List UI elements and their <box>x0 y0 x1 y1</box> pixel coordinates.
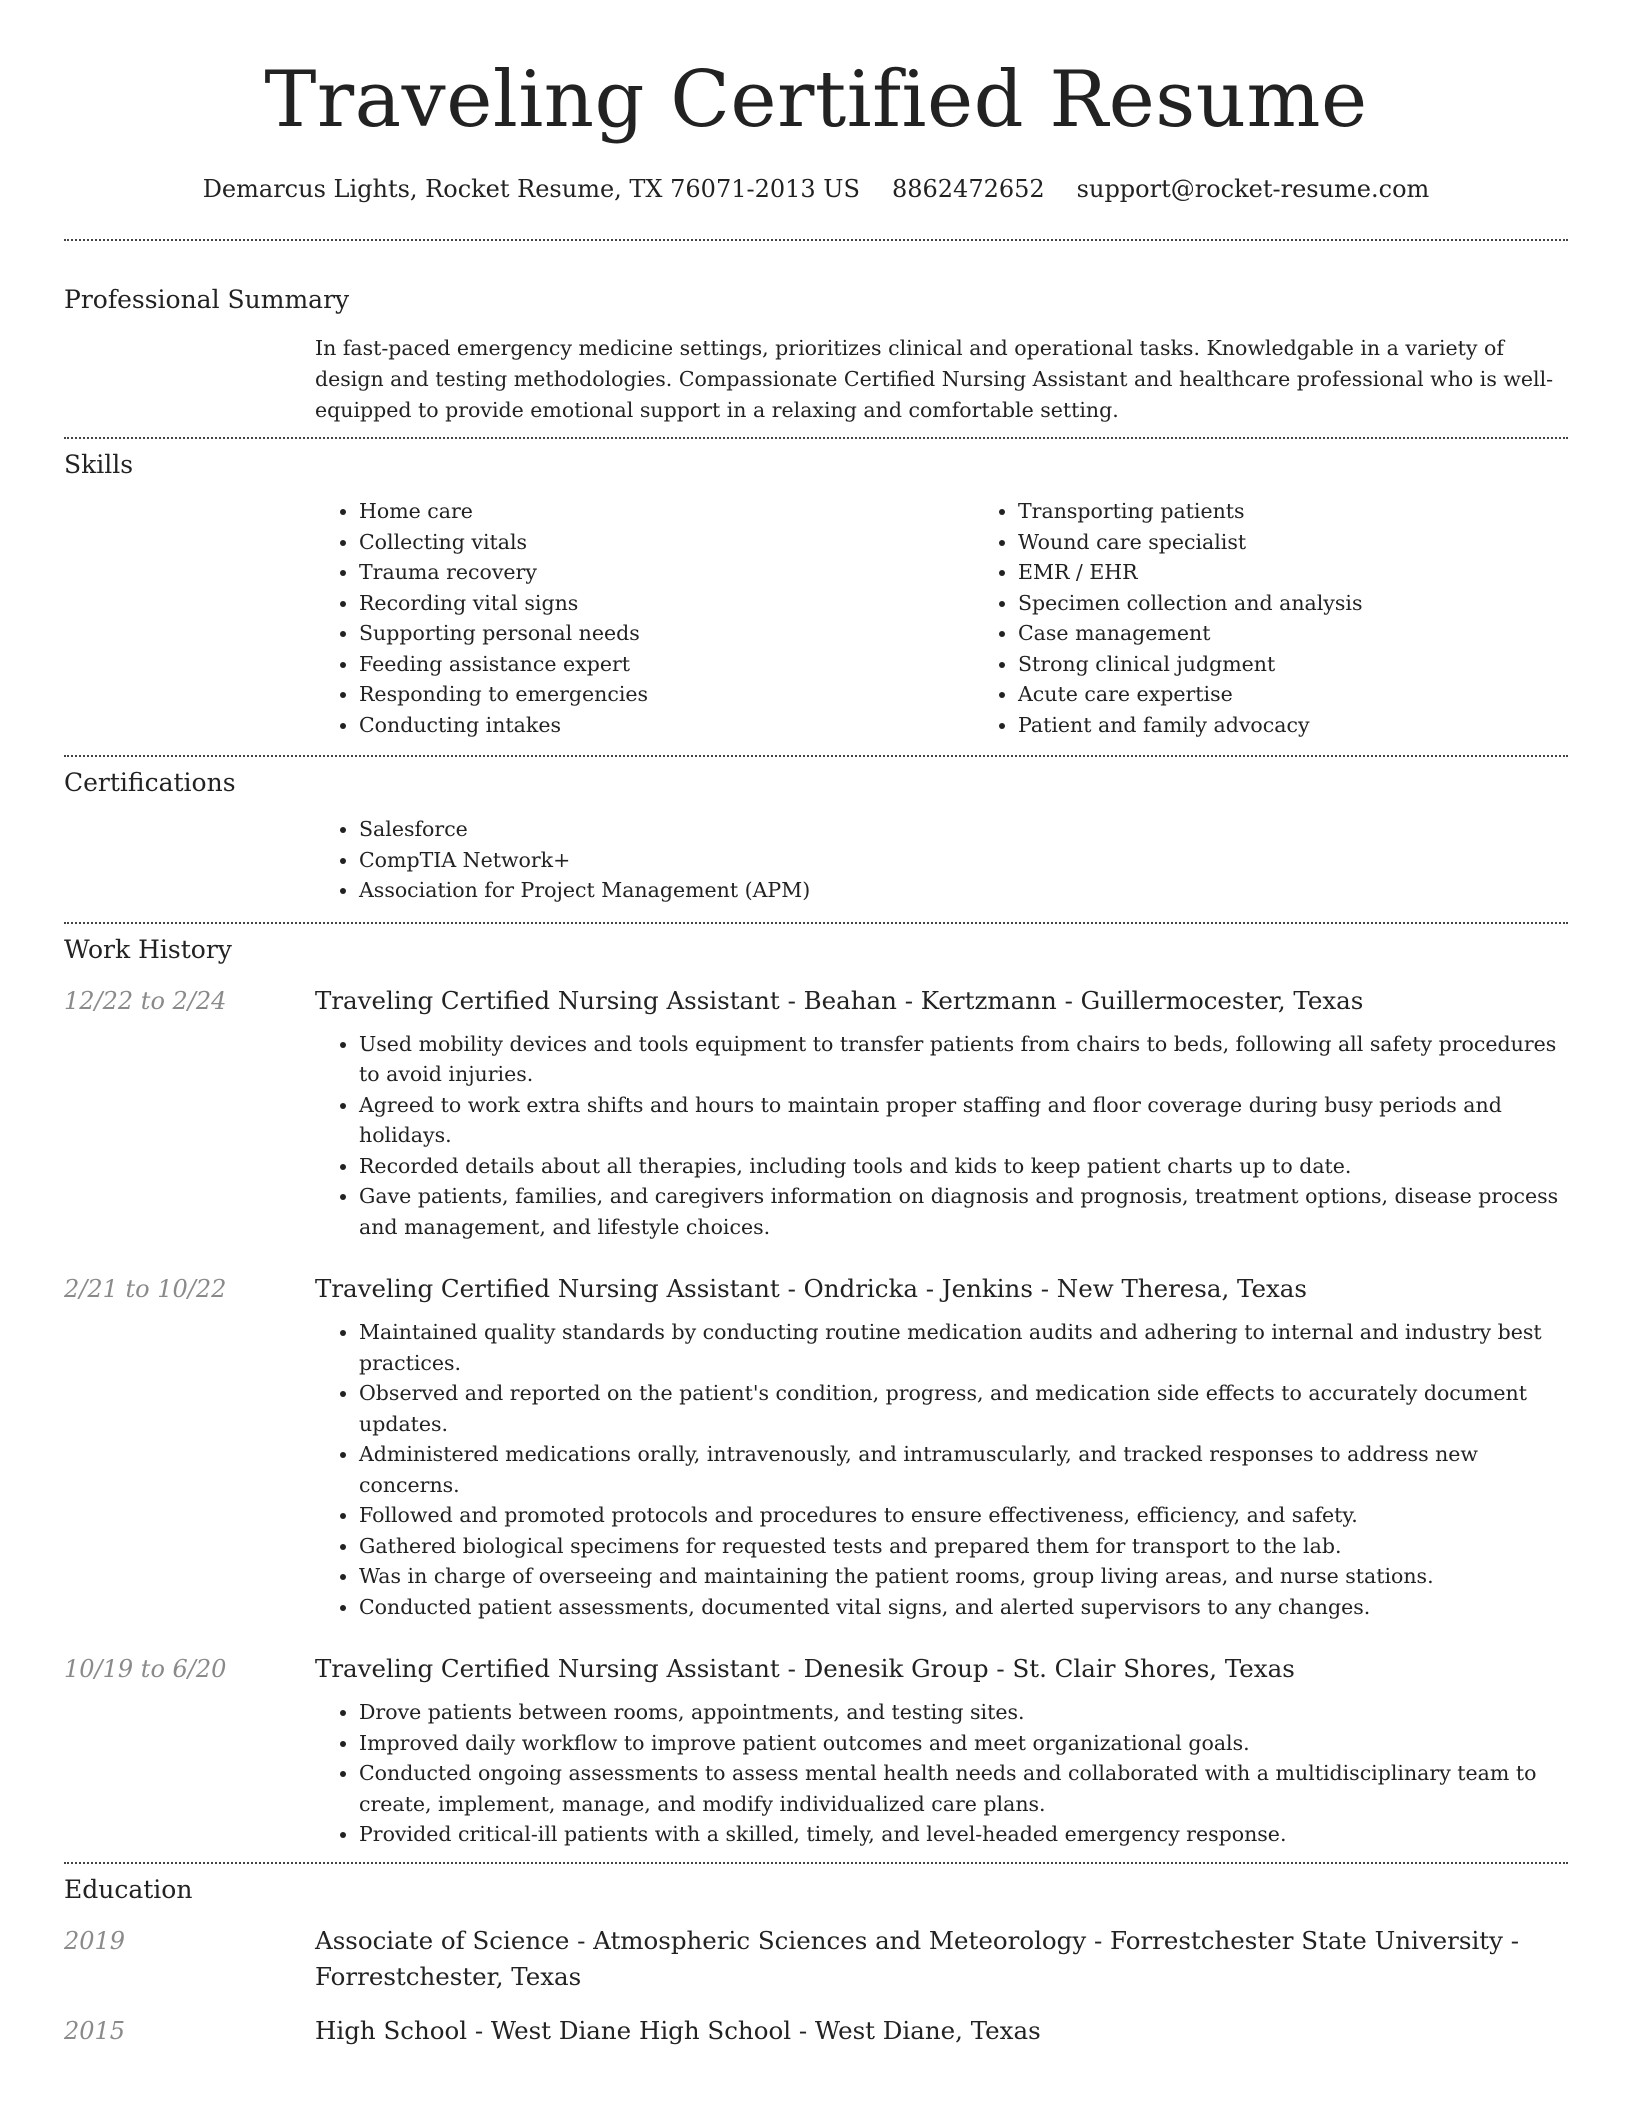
certifications-list <box>315 814 1568 906</box>
education-degree: High School - West Diane High School - West Diane, Texas <box>315 2015 1041 2045</box>
job-duty: • Provided critical-ill patients with a skilled, timely, and level-headed emergency response. <box>359 1819 1568 1850</box>
job-duties <box>315 1317 1568 1622</box>
skill-item: • Strong clinical judgment <box>1018 649 1632 680</box>
skill-item: • Transporting patients <box>1018 496 1632 527</box>
certifications-heading: Certifications <box>64 768 236 797</box>
certifications-section <box>64 768 1568 906</box>
job-duty: • Agreed to work extra shifts and hours to maintain proper staffing and floor coverage during busy periods and holidays. <box>359 1090 1568 1151</box>
job-company: - Ondricka - Jenkins - New Theresa, Texas <box>779 1274 1307 1303</box>
job-title <box>315 1271 1568 1307</box>
certification-item: • Salesforce <box>359 814 1568 845</box>
resume-title: Traveling Certified Resume <box>264 55 1368 145</box>
contact-line <box>64 174 1568 204</box>
job-duty: • Used mobility devices and tools equipment to transfer patients from chairs to beds, following all safety procedures to avoid injuries. <box>359 1029 1568 1090</box>
job-duty: • Maintained quality standards by conducting routine medication audits and adhering to internal and industry best practices. <box>359 1317 1568 1378</box>
job-duty: • Was in charge of overseeing and maintaining the patient rooms, group living areas, and nurse stations. <box>359 1561 1568 1592</box>
skill-item: • Supporting personal needs <box>359 618 974 649</box>
skills-heading: Skills <box>64 450 134 479</box>
job-duty: • Drove patients between rooms, appointments, and testing sites. <box>359 1697 1568 1728</box>
divider <box>64 1862 1568 1864</box>
job-title <box>315 983 1568 1019</box>
divider <box>64 755 1568 757</box>
contact-email: support@rocket-resume.com <box>1076 175 1430 203</box>
job-duty: • Observed and reported on the patient's condition, progress, and medication side effects to accurately document updates. <box>359 1378 1568 1439</box>
skills-column-right <box>974 496 1632 740</box>
job-duty: • Gave patients, families, and caregivers information on diagnosis and prognosis, treatment options, disease process and management, and lifestyle choices. <box>359 1181 1568 1242</box>
education-section <box>64 1875 1568 2049</box>
skill-item: • Trauma recovery <box>359 557 974 588</box>
skills-column-left <box>315 496 974 740</box>
skill-item: • Feeding assistance expert <box>359 649 974 680</box>
certification-item: • CompTIA Network+ <box>359 845 1568 876</box>
divider <box>64 239 1568 241</box>
job-entry <box>64 1271 1568 1622</box>
education-entry <box>64 2013 1568 2049</box>
summary-heading: Professional Summary <box>64 285 350 314</box>
contact-phone: 8862472652 <box>891 175 1045 203</box>
skill-item: • Home care <box>359 496 974 527</box>
skill-item: • Specimen collection and analysis <box>1018 588 1632 619</box>
job-company: - Denesik Group - St. Clair Shores, Texas <box>779 1654 1295 1683</box>
job-entry <box>64 983 1568 1243</box>
job-duty: • Recorded details about all therapies, including tools and kids to keep patient charts up to date. <box>359 1151 1568 1182</box>
skills-section <box>64 450 1568 740</box>
job-role: Traveling Certified Nursing Assistant <box>315 1274 780 1303</box>
skill-item: • Acute care expertise <box>1018 679 1632 710</box>
skill-item: • EMR / EHR <box>1018 557 1632 588</box>
skill-item: • Patient and family advocacy <box>1018 710 1632 741</box>
job-role: Traveling Certified Nursing Assistant <box>315 1654 780 1683</box>
skill-item: • Conducting intakes <box>359 710 974 741</box>
job-role: Traveling Certified Nursing Assistant <box>315 985 780 1015</box>
education-year: 2019 <box>64 1926 126 1955</box>
job-entry <box>64 1651 1568 1850</box>
job-duty: • Improved daily workflow to improve patient outcomes and meet organizational goals. <box>359 1728 1568 1759</box>
job-duties <box>315 1029 1568 1243</box>
job-dates: 2/21 to 10/22 <box>64 1275 227 1303</box>
skill-item: • Recording vital signs <box>359 588 974 619</box>
job-duties <box>315 1697 1568 1850</box>
job-duty: • Conducted ongoing assessments to assess mental health needs and collaborated with a multidisciplinary team to create, implement, manage, and modify individualized care plans. <box>359 1758 1568 1819</box>
certification-item: • Association for Project Management (APM) <box>359 875 1568 906</box>
skill-item: • Collecting vitals <box>359 527 974 558</box>
skill-item: • Responding to emergencies <box>359 679 974 710</box>
work-history-heading: Work History <box>64 934 232 964</box>
summary-text: In fast-paced emergency medicine settings, prioritizes clinical and operational tasks. Knowledgable in a variety of design and testing methodologies. Compassionate Certified Nursing Assistant and healthcare professional who is well-equipped to provide emotional support in a relaxing and comfortable setting. <box>315 336 1554 422</box>
job-dates: 12/22 to 2/24 <box>64 986 227 1015</box>
education-degree: Associate of Science - Atmospheric Sciences and Meteorology - Forrestchester State University - Forrestchester, Texas <box>315 1925 1520 1991</box>
skill-item: • Case management <box>1018 618 1632 649</box>
skills-list <box>315 496 1632 740</box>
work-history-section <box>64 935 1568 1850</box>
job-duty: • Administered medications orally, intravenously, and intramuscularly, and tracked responses to address new concerns. <box>359 1439 1568 1500</box>
education-entry <box>64 1923 1568 1995</box>
job-duty: • Conducted patient assessments, documented vital signs, and alerted supervisors to any changes. <box>359 1592 1568 1623</box>
education-year: 2015 <box>64 2016 126 2045</box>
job-company: - Beahan - Kertzmann - Guillermocester, Texas <box>779 985 1364 1015</box>
job-dates: 10/19 to 6/20 <box>64 1655 227 1683</box>
contact-address: Demarcus Lights, Rocket Resume, TX 76071-2013 US <box>202 175 860 203</box>
divider <box>64 437 1568 439</box>
education-heading: Education <box>64 1874 193 1904</box>
summary-section <box>64 285 1568 426</box>
job-duty: • Followed and promoted protocols and procedures to ensure effectiveness, efficiency, and safety. <box>359 1500 1568 1531</box>
divider <box>64 922 1568 924</box>
job-title <box>315 1651 1568 1687</box>
skill-item: • Wound care specialist <box>1018 527 1632 558</box>
job-duty: • Gathered biological specimens for requested tests and prepared them for transport to the lab. <box>359 1531 1568 1562</box>
